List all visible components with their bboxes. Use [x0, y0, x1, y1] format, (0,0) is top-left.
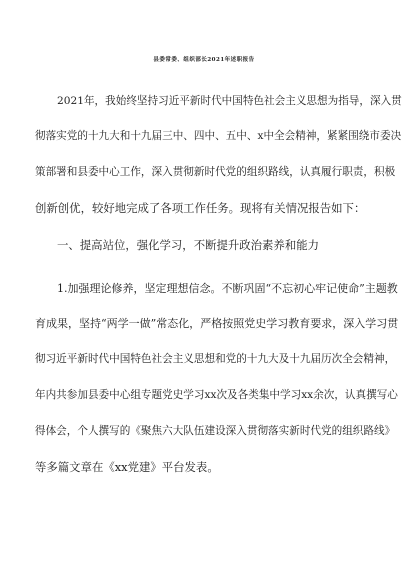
- paragraph-line: 创新创优，较好地完成了各项工作任务。现将有关情况报告如下：: [35, 201, 366, 215]
- paragraph-line: 得体会，个人撰写的《聚焦六大队伍建设深入贯彻落实新时代党的组织路线》: [35, 425, 396, 437]
- paragraph-line: 育成果，坚持“两学一做”常态化，严格按照党史学习教育要求，深入学习贯: [35, 317, 399, 330]
- report-title: 县委常委、组织部长2021年述职报告: [153, 57, 255, 63]
- paragraph-line: 彻习近平新时代中国特色社会主义思想和党的十九大及十九届历次全会精神，: [35, 353, 396, 365]
- paragraph-line: 年内共参加县委中心组专题党史学习xx次及各类集中学习xx余次，认真撰写心: [35, 389, 398, 401]
- paragraph-line: 2021年，我始终坚持习近平新时代中国特色社会主义思想为指导，深入贯: [57, 95, 402, 107]
- section-heading: 一、提高站位，强化学习，不断提升政治素养和能力: [57, 238, 319, 252]
- paragraph-line: 策部署和县委中心工作，深入贯彻新时代党的组织路线，认真履行职责，积极: [35, 166, 396, 178]
- paragraph-line: 1.加强理论修养，坚定理想信念。不断巩固“不忘初心牢记使命”主题教: [57, 282, 398, 295]
- paragraph-line: 等多篇文章在《xx党建》平台发表。: [35, 460, 219, 474]
- paragraph-line: 彻落实党的十九大和十九届三中、四中、五中、x中全会精神，紧紧围绕市委决: [35, 130, 402, 142]
